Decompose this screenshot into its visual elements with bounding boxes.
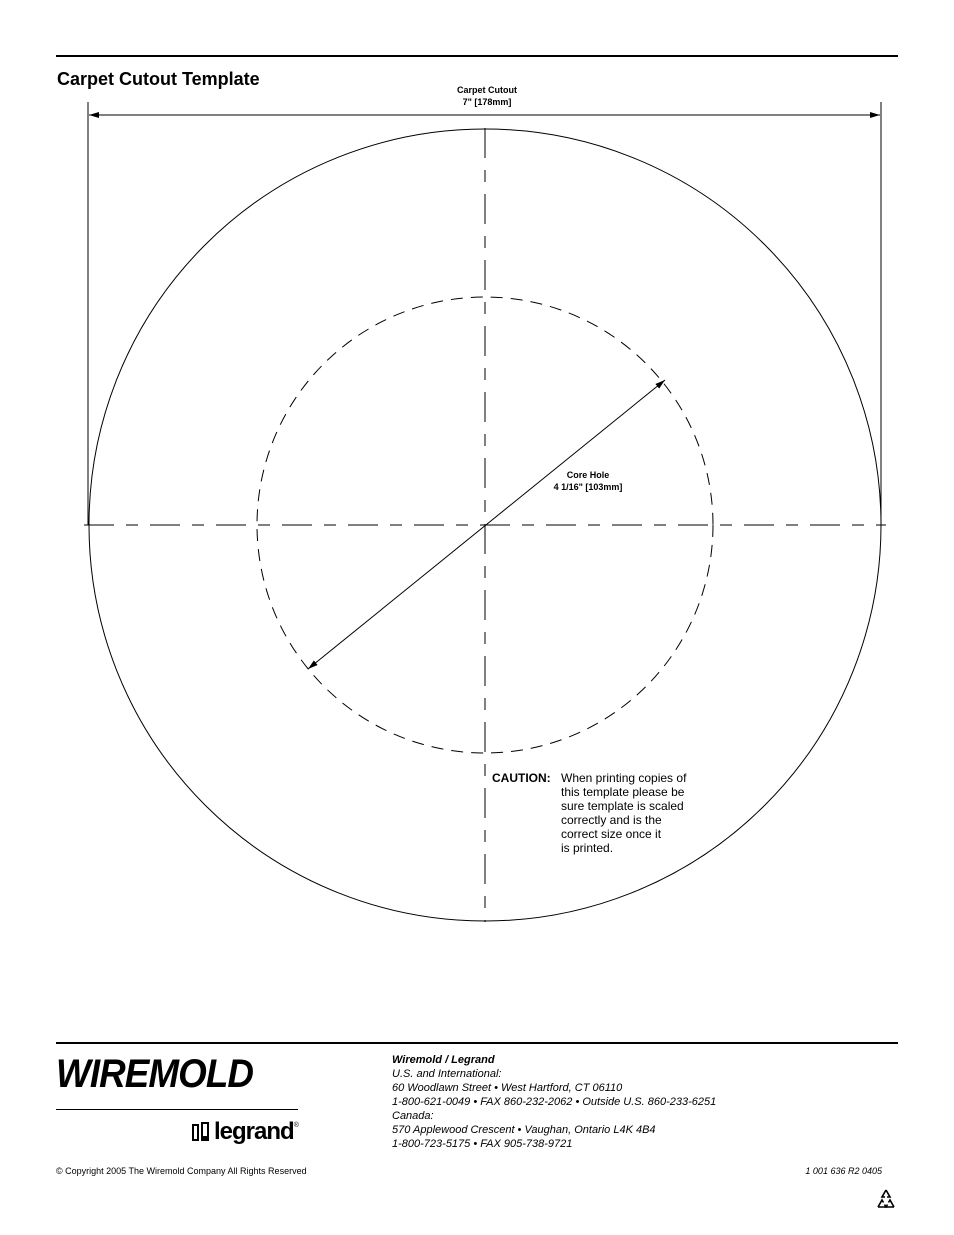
legrand-logo — [192, 1118, 299, 1146]
caution-line: When printing copies of — [561, 771, 687, 785]
address-line: 570 Applewood Crescent • Vaughan, Ontario L4K 4B4 — [392, 1124, 656, 1136]
address-line: 1-800-723-5175 • FAX 905-738-9721 — [392, 1138, 573, 1150]
wiremold-logo: WIREMOLD — [56, 1052, 254, 1096]
outer-dimension-label-line2: 7" [178mm] — [462, 97, 512, 107]
address-line: Canada: — [392, 1110, 434, 1122]
recycle-icon — [874, 1188, 898, 1215]
caution-line: correct size once it — [561, 827, 662, 841]
address-line: 1-800-621-0049 • FAX 860-232-2062 • Outside U.S. 860-233-6251 — [392, 1096, 717, 1108]
outer-dimension-label-line1: Carpet Cutout — [457, 85, 517, 95]
core-hole-label-line2: 4 1/16" [103mm] — [553, 482, 623, 492]
legrand-wordmark: legrand — [214, 1118, 294, 1145]
contact-address — [392, 1053, 716, 1151]
page-title: Carpet Cutout Template — [57, 69, 260, 89]
logo-divider — [56, 1109, 298, 1110]
core-hole-label-line1: Core Hole — [566, 470, 610, 480]
address-line: U.S. and International: — [392, 1068, 502, 1080]
document-number: 1 001 636 R2 0405 — [805, 1166, 882, 1176]
copyright-notice: © Copyright 2005 The Wiremold Company All Rights Reserved — [56, 1166, 307, 1176]
caution-line: sure template is scaled — [561, 799, 684, 813]
address-company: Wiremold / Legrand — [392, 1054, 495, 1066]
address-line: 60 Woodlawn Street • West Hartford, CT 06110 — [392, 1082, 623, 1094]
caution-line: correctly and is the — [561, 813, 662, 827]
footer-rule — [56, 1042, 898, 1044]
registered-mark: ® — [293, 1122, 299, 1129]
caution-line: is printed. — [561, 841, 614, 855]
caution-label: CAUTION: — [492, 771, 551, 785]
legrand-logo-icon — [192, 1122, 210, 1142]
caution-line: this template please be — [561, 785, 685, 799]
caution-text — [561, 771, 701, 855]
caution-note — [492, 771, 701, 855]
